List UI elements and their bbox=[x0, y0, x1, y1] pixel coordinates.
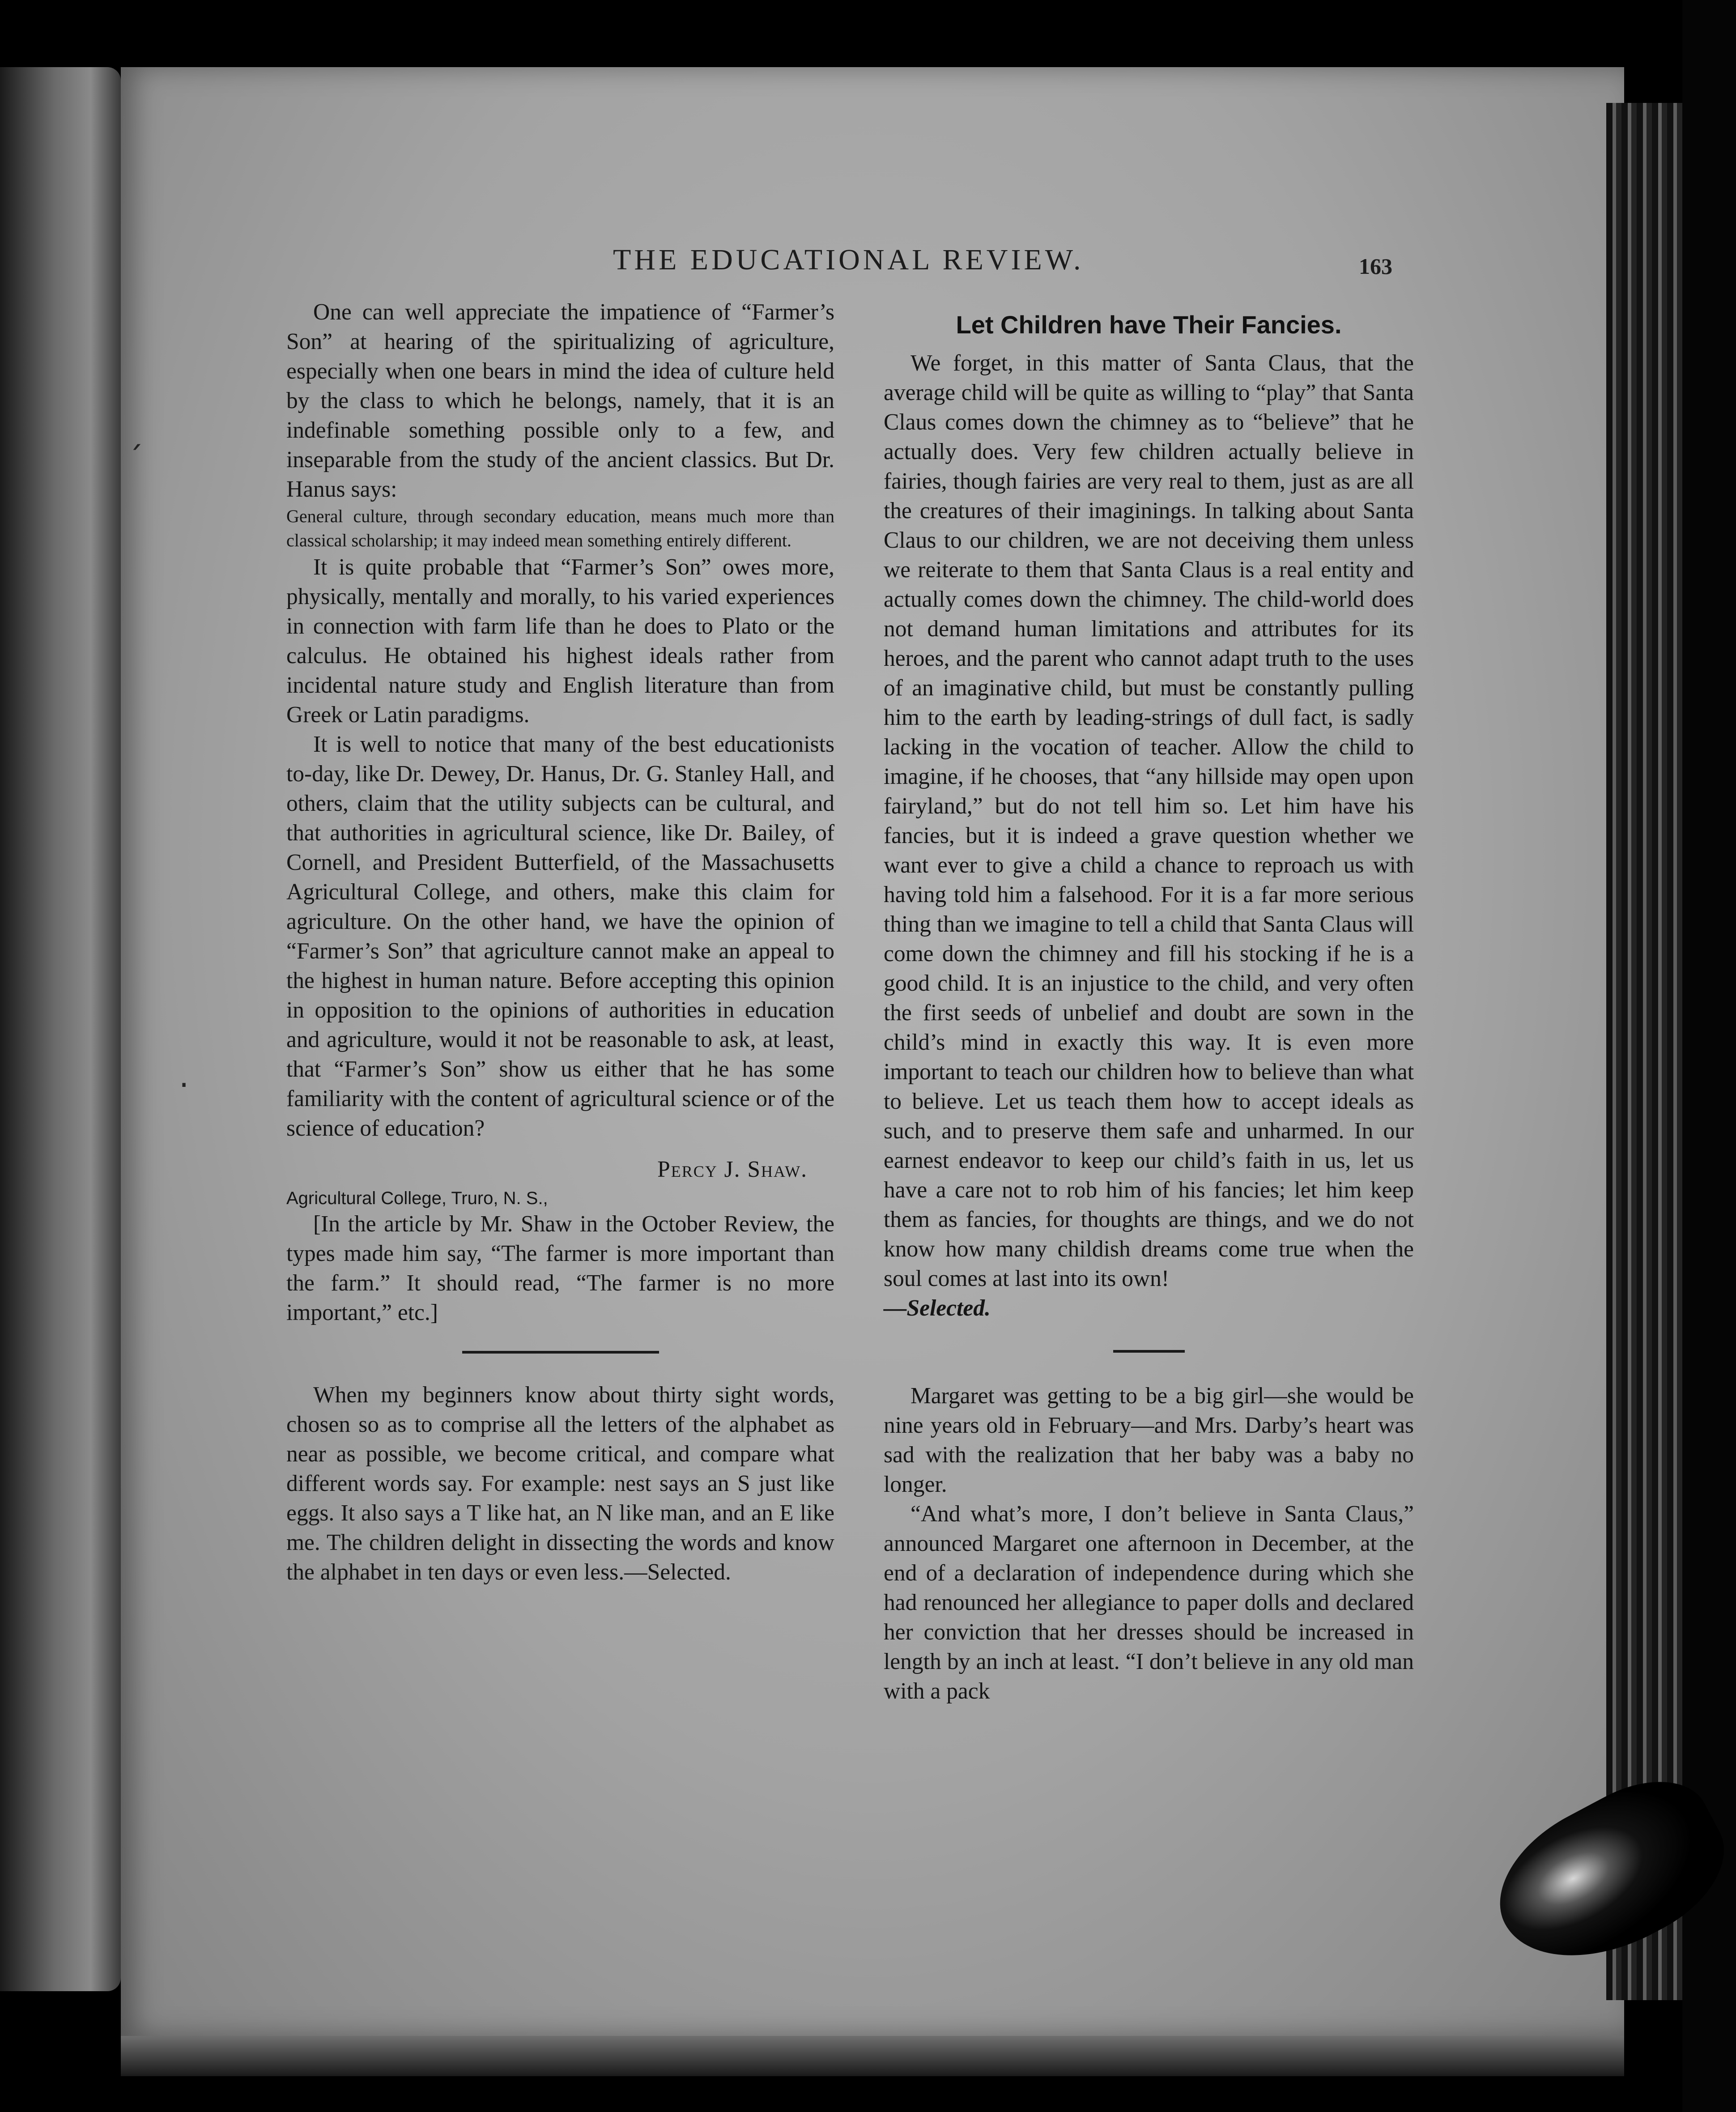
paragraph: It is well to notice that many of the best educationists to-day, like Dr. Dewey, Dr. Hanus, Dr. G. Stanley Hall, and others, claim that the utility subjects can be cultural, and that authorities in agricultural science, like Dr. Bailey, of Cornell, and President Butterfield, of the Massachusetts Agricultural College, and others, make this claim for agriculture. On the other hand, we have the opinion of “Farmer’s Son” that agriculture cannot make an appeal to the highest in human nature. Before accepting this opinion in opposition to the opinions of authorities in education and agriculture, would it not be reasonable to ask, at least, that “Farmer’s Son” show us either that he has some familiarity with the content of agricultural science or of the science of education? bbox=[286, 732, 834, 1141]
section-divider bbox=[1113, 1350, 1185, 1353]
left-column bbox=[286, 298, 834, 1587]
paragraph: Margaret was getting to be a big girl—she would be nine years old in February—and Mrs. Darby’s heart was sad with the realization that her baby was a baby no longer. bbox=[884, 1383, 1414, 1497]
paragraph: One can well appreciate the impatience of “Farmer’s Son” at hearing of the spiritualizing of agriculture, especially when one bears in mind the idea of culture held by the class to which he belongs, namely, that it is an indefinable something possible only to a few, and inseparable from the study of the ancient classics. But Dr. Hanus says: bbox=[286, 299, 834, 502]
margin-mark: · bbox=[179, 1067, 189, 1103]
paragraph: It is quite probable that “Farmer’s Son” owes more, physically, mentally and morally, to his varied experiences in connection with farm life than he does to Plato or the calculus. He obtained his highest ideals rather from incidental nature study and English literature than from Greek or Latin paradigms. bbox=[286, 554, 834, 728]
right-column bbox=[884, 311, 1414, 1706]
editorial-note: [In the article by Mr. Shaw in the October Review, the types made him say, “The farmer is more important than the farm.” It should read, “The farmer is no more important,” etc.] bbox=[286, 1211, 834, 1325]
facing-page-edge bbox=[0, 67, 121, 1991]
section-divider bbox=[462, 1351, 659, 1354]
margin-mark: ˊ bbox=[128, 440, 143, 477]
article-heading: Let Children have Their Fancies. bbox=[956, 311, 1342, 339]
paragraph: We forget, in this matter of Santa Claus, that the average child will be quite as willing to “play” that Santa Claus comes down the chimney as to “believe” that he actually does. Very few children actually believe in fairies, though fairies are very real to them, just as are all the creatures of their imaginings. In talking about Santa Claus to our children, we are not deceiving them unless we reiterate to them that Santa Claus is a real entity and actually comes down the chimney. The child-world does not demand human limitations and attributes for its heroes, and the parent who cannot adapt truth to the uses of an imaginative child, but must be constantly pulling him to the earth by leading-strings of dull fact, is sadly lacking in the vocation of teacher. Allow the child to imagine, if he chooses, that “any hillside may open upon fairyland,” but do not tell him so. Let him have his fancies, but it is indeed a grave question whether we want ever to give a child a chance to reproach us with having told him a falsehood. For it is a far more serious thing than we imagine to tell a child that Santa Claus will come down the chimney and fill his stocking if he is a good child. It is an injustice to the child, and very often the first seeds of unbelief and doubt are sown in the child’s mind in exactly this way. It is even more important to teach our children how to believe than what to believe. Let us teach them how to accept ideals as such, and to preserve them safe and unharmed. In our earnest endeavor to keep our child’s faith in us, let us have a care not to rob him of his fancies; let him keep them as fancies, for thoughts are things, and we do not know how many childish dreams come true when the soul comes at last into its own! bbox=[884, 350, 1414, 1291]
page-bottom-shadow bbox=[121, 2036, 1624, 2076]
paragraph: When my beginners know about thirty sight words, chosen so as to comprise all the letters of the alphabet as near as possible, we become critical, and compare what different words say. For example: nest says an S just like eggs. It also says a T like hat, an N like man, and an E like me. The children delight in dissecting the words and know the alphabet in ten days or even less.—Selected. bbox=[286, 1382, 834, 1585]
page-number: 163 bbox=[1359, 254, 1392, 279]
author-affiliation: Agricultural College, Truro, N. S., bbox=[286, 1188, 548, 1208]
book-binding bbox=[1606, 103, 1682, 2000]
running-head: THE EDUCATIONAL REVIEW. bbox=[613, 243, 1084, 276]
block-quote: General culture, through secondary education, means much more than classical scholarship; it may indeed mean something entirely different. bbox=[286, 506, 834, 550]
source-byline: —Selected. bbox=[884, 1295, 991, 1321]
paragraph: “And what’s more, I don’t believe in Santa Claus,” announced Margaret one afternoon in December, at the end of a declaration of independence during which she had renounced her allegiance to paper dolls and declared her conviction that her dresses should be increased in length by an inch at least. “I don’t believe in any old man with a pack bbox=[884, 1501, 1414, 1704]
author-signature: Percy J. Shaw. bbox=[657, 1157, 808, 1182]
